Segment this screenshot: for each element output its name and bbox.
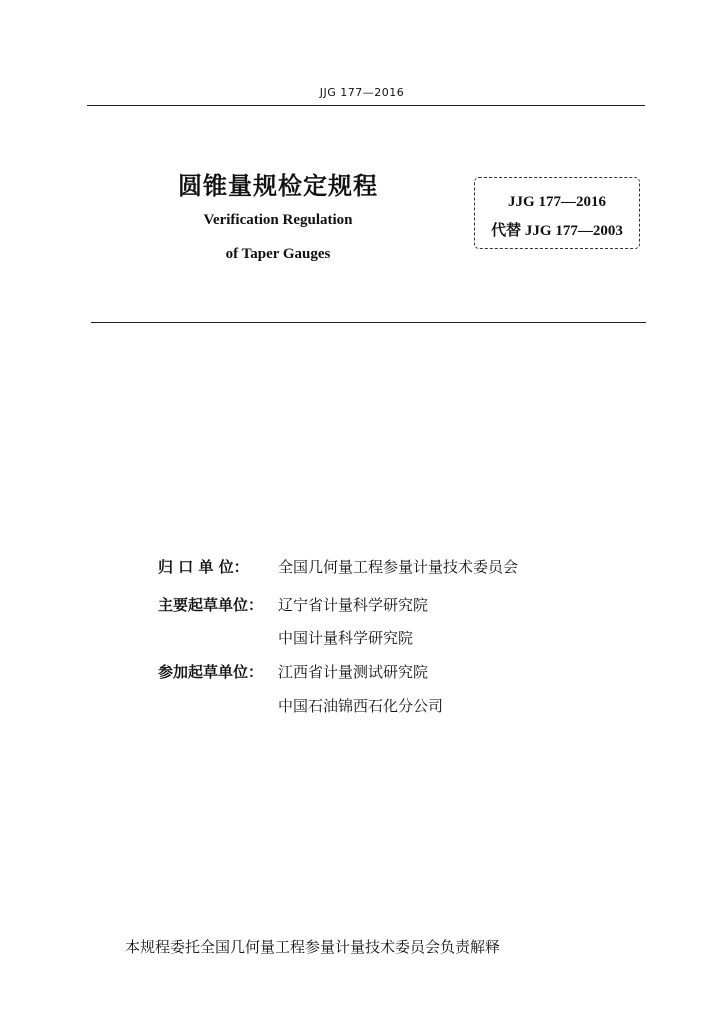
interpretation-note: 本规程委托全国几何量工程参量计量技术委员会负责解释 — [125, 938, 501, 956]
header-standard-code: JJG 177—2016 — [319, 86, 405, 99]
participating-unit-value-1: 江西省计量测试研究院 — [278, 663, 429, 681]
main-drafting-unit-value-1: 辽宁省计量科学研究院 — [278, 596, 429, 614]
middle-divider — [91, 322, 646, 323]
main-drafting-unit-label: 主要起草单位： — [158, 596, 264, 614]
main-drafting-unit-row — [158, 594, 428, 615]
title-english-line2: of Taper Gauges — [225, 246, 331, 262]
code-box-current: JJG 177—2016 — [508, 194, 606, 210]
code-box-replaces: 代替 JJG 177—2003 — [491, 223, 623, 239]
title-english-line1: Verification Regulation — [203, 212, 353, 228]
responsible-unit-value: 全国几何量工程参量计量技术委员会 — [278, 558, 519, 576]
standard-code-box — [474, 177, 640, 249]
title-chinese: 圆锥量规检定规程 — [178, 172, 378, 200]
responsible-unit-label: 归 口 单 位： — [158, 558, 249, 576]
top-divider — [87, 105, 645, 106]
participating-unit-label: 参加起草单位： — [158, 663, 264, 681]
participating-unit-row — [158, 661, 428, 682]
responsible-unit-row — [158, 556, 518, 577]
participating-unit-value-2: 中国石油锦西石化分公司 — [278, 697, 444, 715]
main-drafting-unit-value-2: 中国计量科学研究院 — [278, 629, 414, 647]
